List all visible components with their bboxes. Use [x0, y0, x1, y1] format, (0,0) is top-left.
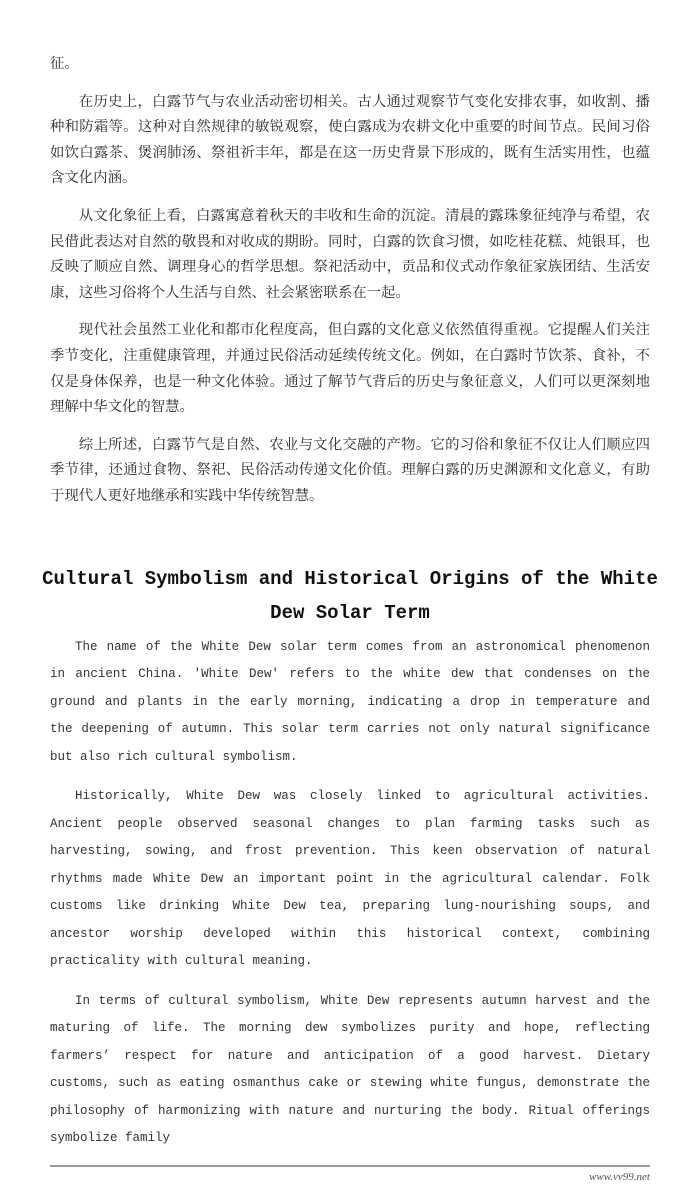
paragraph-en-1: The name of the White Dew solar term comes from an astronomical phenomenon in ancient China. 'White Dew' refers to the white dew that condenses on the ground and plants in the early morning, indicating a drop in temperature and the deepening of autumn. This solar term carries not only natural significance but also rich cultural symbolism. — [50, 639, 650, 764]
paragraph-en-2: Historically, White Dew was closely linked to agricultural activities. Ancient people observed seasonal changes to plan farming tasks such as harvesting, sowing, and frost prevention. This keen observation of natural rhythms made White Dew an important point in the agricultural calendar. Folk customs like drinking White Dew tea, preparing lung-nourishing soups, and ancestor worship developed within this historical context, combining practicality with cultural meaning. — [50, 789, 650, 968]
footer-divider — [50, 1165, 650, 1167]
paragraph-zh-4: 综上所述，白露节气是自然、农业与文化交融的产物。它的习俗和象征不仅让人们顺应四季节律，还通过食物、祭祀、民俗活动传递文化价值。理解白露的历史渊源和文化意义，有助于现代人更好地继承和实践中华传统智慧。 — [50, 436, 650, 504]
paragraph-zh-3: 现代社会虽然工业化和都市化程度高，但白露的文化意义依然值得重视。它提醒人们关注季节变化，注重健康管理，并通过民俗活动延续传统文化。例如，在白露时节饮茶、食补，不仅是身体保养，也是一种文化体验。通过了解节气背后的历史与象征意义，人们可以更深刻地理解中华文化的智慧。 — [50, 322, 650, 416]
paragraph-zh-0: 征。 — [50, 56, 79, 72]
section-title: Cultural Symbolism and Historical Origins of the White Dew Solar Term — [42, 567, 658, 624]
paragraph-zh-2: 从文化象征上看，白露寓意着秋天的丰收和生命的沉淀。清晨的露珠象征纯净与希望，农民借此表达对自然的敬畏和对收成的期盼。同时，白露的饮食习惯，如吃桂花糕、炖银耳，也反映了顺应自然、调理身心的哲学思想。祭祀活动中，贡品和仪式动作象征家族团结、生活安康，这些习俗将个人生活与自然、社会紧密联系在一起。 — [50, 207, 650, 301]
paragraph-zh-1: 在历史上，白露节气与农业活动密切相关。古人通过观察节气变化安排农事，如收割、播种和防霜等。这种对自然规律的敏锐观察，使白露成为农耕文化中重要的时间节点。民间习俗如饮白露茶、煲润肺汤、祭祖祈丰年，都是在这一历史背景下形成的，既有生活实用性，也蕴含文化内涵。 — [50, 93, 650, 187]
footer-url: www.vv99.net — [589, 1170, 650, 1183]
paragraph-en-3: In terms of cultural symbolism, White Dew represents autumn harvest and the maturing of life. The morning dew symbolizes purity and hope, reflecting farmers’ respect for nature and anticipation of a good harvest. Dietary customs, such as eating osmanthus cake or stewing white fungus, demonstrate the philosophy of harmonizing with nature and nurturing the body. Ritual offerings symbolize family — [50, 993, 650, 1145]
